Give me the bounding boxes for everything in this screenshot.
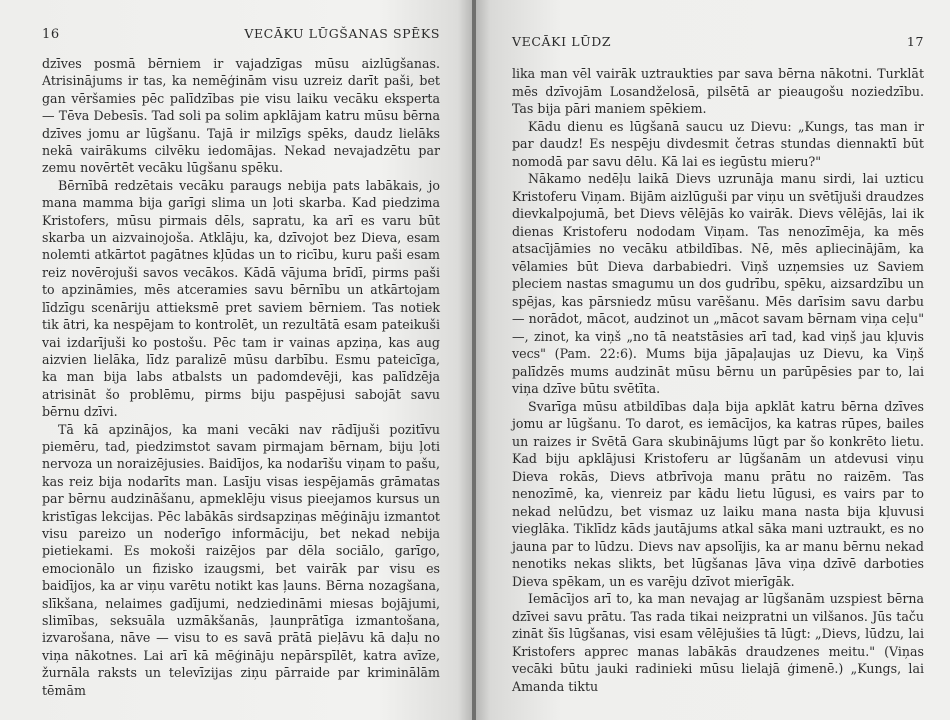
paragraph: Nākamo nedēļu laikā Dievs uzrunāja manu sirdi, lai uzticu Kristoferu Viņam. Bijām aizlūguši par viņu un svētījuši draudzes dievkalpojumā, bet Dievs vēlējās ko vairāk. Dievs vēlējās, lai ik dienas Kristoferu nododam Viņam. Tas nenozīmēja, ka mēs atsacījāmies no vecāku atbildības. Nē, mēs apliecinājām, ka vēlamies būt Dieva darbabiedri. Viņš uzņemsies uz Saviem pleciem nastas smagumu un dos gudrību, spēku, aizsardzību un spējas, kas pārsniedz mūsu varēšanu. Mēs darīsim savu darbu — norādot, mācot, audzinot un „mācot savam bērnam viņa ceļu" —, zinot, ka viņš „no tā neatstāsies arī tad, kad viņš jau kļuvis vecs" (Pam. 22:6). Mums bija jāpaļaujas uz Dievu, ka Viņš palīdzēs mums audzināt mūsu bērnu un parūpēsies par to, lai viņa dzīve būtu svētīta. — [512, 171, 924, 396]
right-page — [476, 0, 950, 720]
right-page-header — [512, 20, 924, 49]
page-number-right: 17 — [906, 34, 924, 49]
running-head-right: VECĀKI LŪDZ — [512, 34, 612, 49]
paragraph: Bērnībā redzētais vecāku paraugs nebija pats labākais, jo mana mamma bija garīgi slima un ļoti skarba. Kad piedzima Kristofers, mūsu pirmais dēls, sapratu, ka arī es varu būt skarba un aizvainojoša. Atklāju, ka, dzīvojot bez Dieva, esam nolemti atkārtot pagātnes kļūdas un to ricību, kuru paši esam reiz novērojuši savos vecākos. Kādā vājuma brīdī, pirms paši to apzināmies, mēs atceramies savu bērnību un atkārtojam līdzīgu scenāriju attieksmē pret saviem bērniem. Tas notiek tik ātri, ka nespējam to kontrolēt, un rezultātā esam pateikuši vai izdarījuši ko postošu. Pēc tam ir vainas apziņa, kas aug aizvien lielāka, līdz paralizē mūsu darbību. Esmu pateicīga, ka man bija labs atbalsts un padomdevēji, kas palīdzēja atrisināt šo problēmu, pirms biju paspējusi sabojāt savu bērnu dzīvi. — [42, 177, 440, 420]
left-page-body — [42, 55, 440, 699]
paragraph: lika man vēl vairāk uztraukties par sava bērna nākotni. Turklāt mēs dzīvojām Losandželosā, pilsētā ar pieaugošu noziedzību. Tas bija pāri maniem spēkiem. — [512, 66, 924, 116]
running-head-left: VECĀKU LŪGŠANAS SPĒKS — [244, 26, 440, 41]
paragraph: dzīves posmā bērniem ir vajadzīgas mūsu aizlūgšanas. Atrisinājums ir tas, ka nemēģinām visu uzreiz darīt paši, bet gan vēršamies pēc palīdzības pie visu laiku vecāku eksperta — Tēva Debesīs. Tad soli pa solim apklājam katru mūsu bērna dzīves jomu ar lūgšanu. Tajā ir milzīgs spēks, daudz lielāks nekā vairākums cilvēku iedomājas. Nekad nevajadzētu par zemu novērtēt vecāku lūgšanu spēku. — [42, 56, 440, 176]
paragraph: Svarīga mūsu atbildības daļa bija apklāt katru bērna dzīves jomu ar lūgšanu. To darot, es iemācījos, ka katras rūpes, bailes un raizes ir Svētā Gara skubinājums lūgt par šo konkrēto lietu. Kad biju apklājusi Kristoferu ar lūgšanām un atdevusi viņu Dieva rokās, Dievs atbrīvoja manu prātu no raizēm. Tas nenozīmē, ka, vienreiz par kādu lietu lūgusi, es vairs par to nekad nelūdzu, bet vismaz uz laiku mana nasta bija kļuvusi vieglāka. Tiklīdz kāds jautājums atkal sāka mani uztraukt, es no jauna par to lūdzu. Dievs nav apsolījis, ka ar manu bērnu nekad nenotiks nekas slikts, bet lūgšanas ļāva viņa dzīvē darboties Dieva spēkam, un es varēju dzīvot mierīgāk. — [512, 398, 924, 589]
paragraph: Kādu dienu es lūgšanā saucu uz Dievu: „Kungs, tas man ir par daudz! Es nespēju divdesmit četras stundas diennaktī būt nomodā par savu dēlu. Kā lai es iegūstu mieru?" — [512, 118, 924, 169]
right-page-body — [512, 65, 924, 695]
paragraph: Iemācījos arī to, ka man nevajag ar lūgšanām uzspiest bērna dzīvei savu prātu. Tas rada tikai neizpratni un vilšanos. Jūs taču zināt šīs lūgšanas, visi esam vēlējušies tā lūgt: „Dievs, lūdzu, lai Kristofers apprec manas labākās draudzenes meitu." (Viņas vecāki būtu jauki radinieki mūsu lielajā ģimenē.) „Kungs, lai Amanda tiktu — [512, 591, 924, 694]
paragraph: Tā kā apzinājos, ka mani vecāki nav rādījuši pozitīvu piemēru, tad, piedzimstot savam pirmajam bērnam, biju ļoti nervoza un noraizējusies. Baidījos, ka nodarīšu viņam to pašu, kas reiz bija nodarīts man. Lasīju visas iespējamās grāmatas par bērnu audzināšanu, apmeklēju visus pieejamos kursus un kristīgas lekcijas. Pēc labākās sirdsapziņas mēģināju izmantot visu pareizo un noderīgo informāciju, bet nekad nebija pietiekami. Es mokoši raizējos par dēla sociālo, garīgo, emocionālo un fizisko izaugsmi, bet vairāk par visu es baidījos, ka ar viņu varētu notikt kas ļauns. Bērna nozagšana, slīkšana, nelaimes gadījumi, nedziedināmi miesas bojājumi, slimības, seksuāla uzmākšanās, ļaunprātīga izmantošana, izvarošana, nāve — visu to es savā prātā pieļāvu kā daļu no viņa nākotnes. Lai arī kā mēģināju nepārspīlēt, katra avīze, žurnāla raksts un televīzijas ziņu pārraide par kriminālām tēmām — [42, 421, 440, 698]
page-number-left: 16 — [42, 27, 60, 42]
left-page-header — [42, 26, 440, 42]
left-page — [0, 0, 472, 720]
